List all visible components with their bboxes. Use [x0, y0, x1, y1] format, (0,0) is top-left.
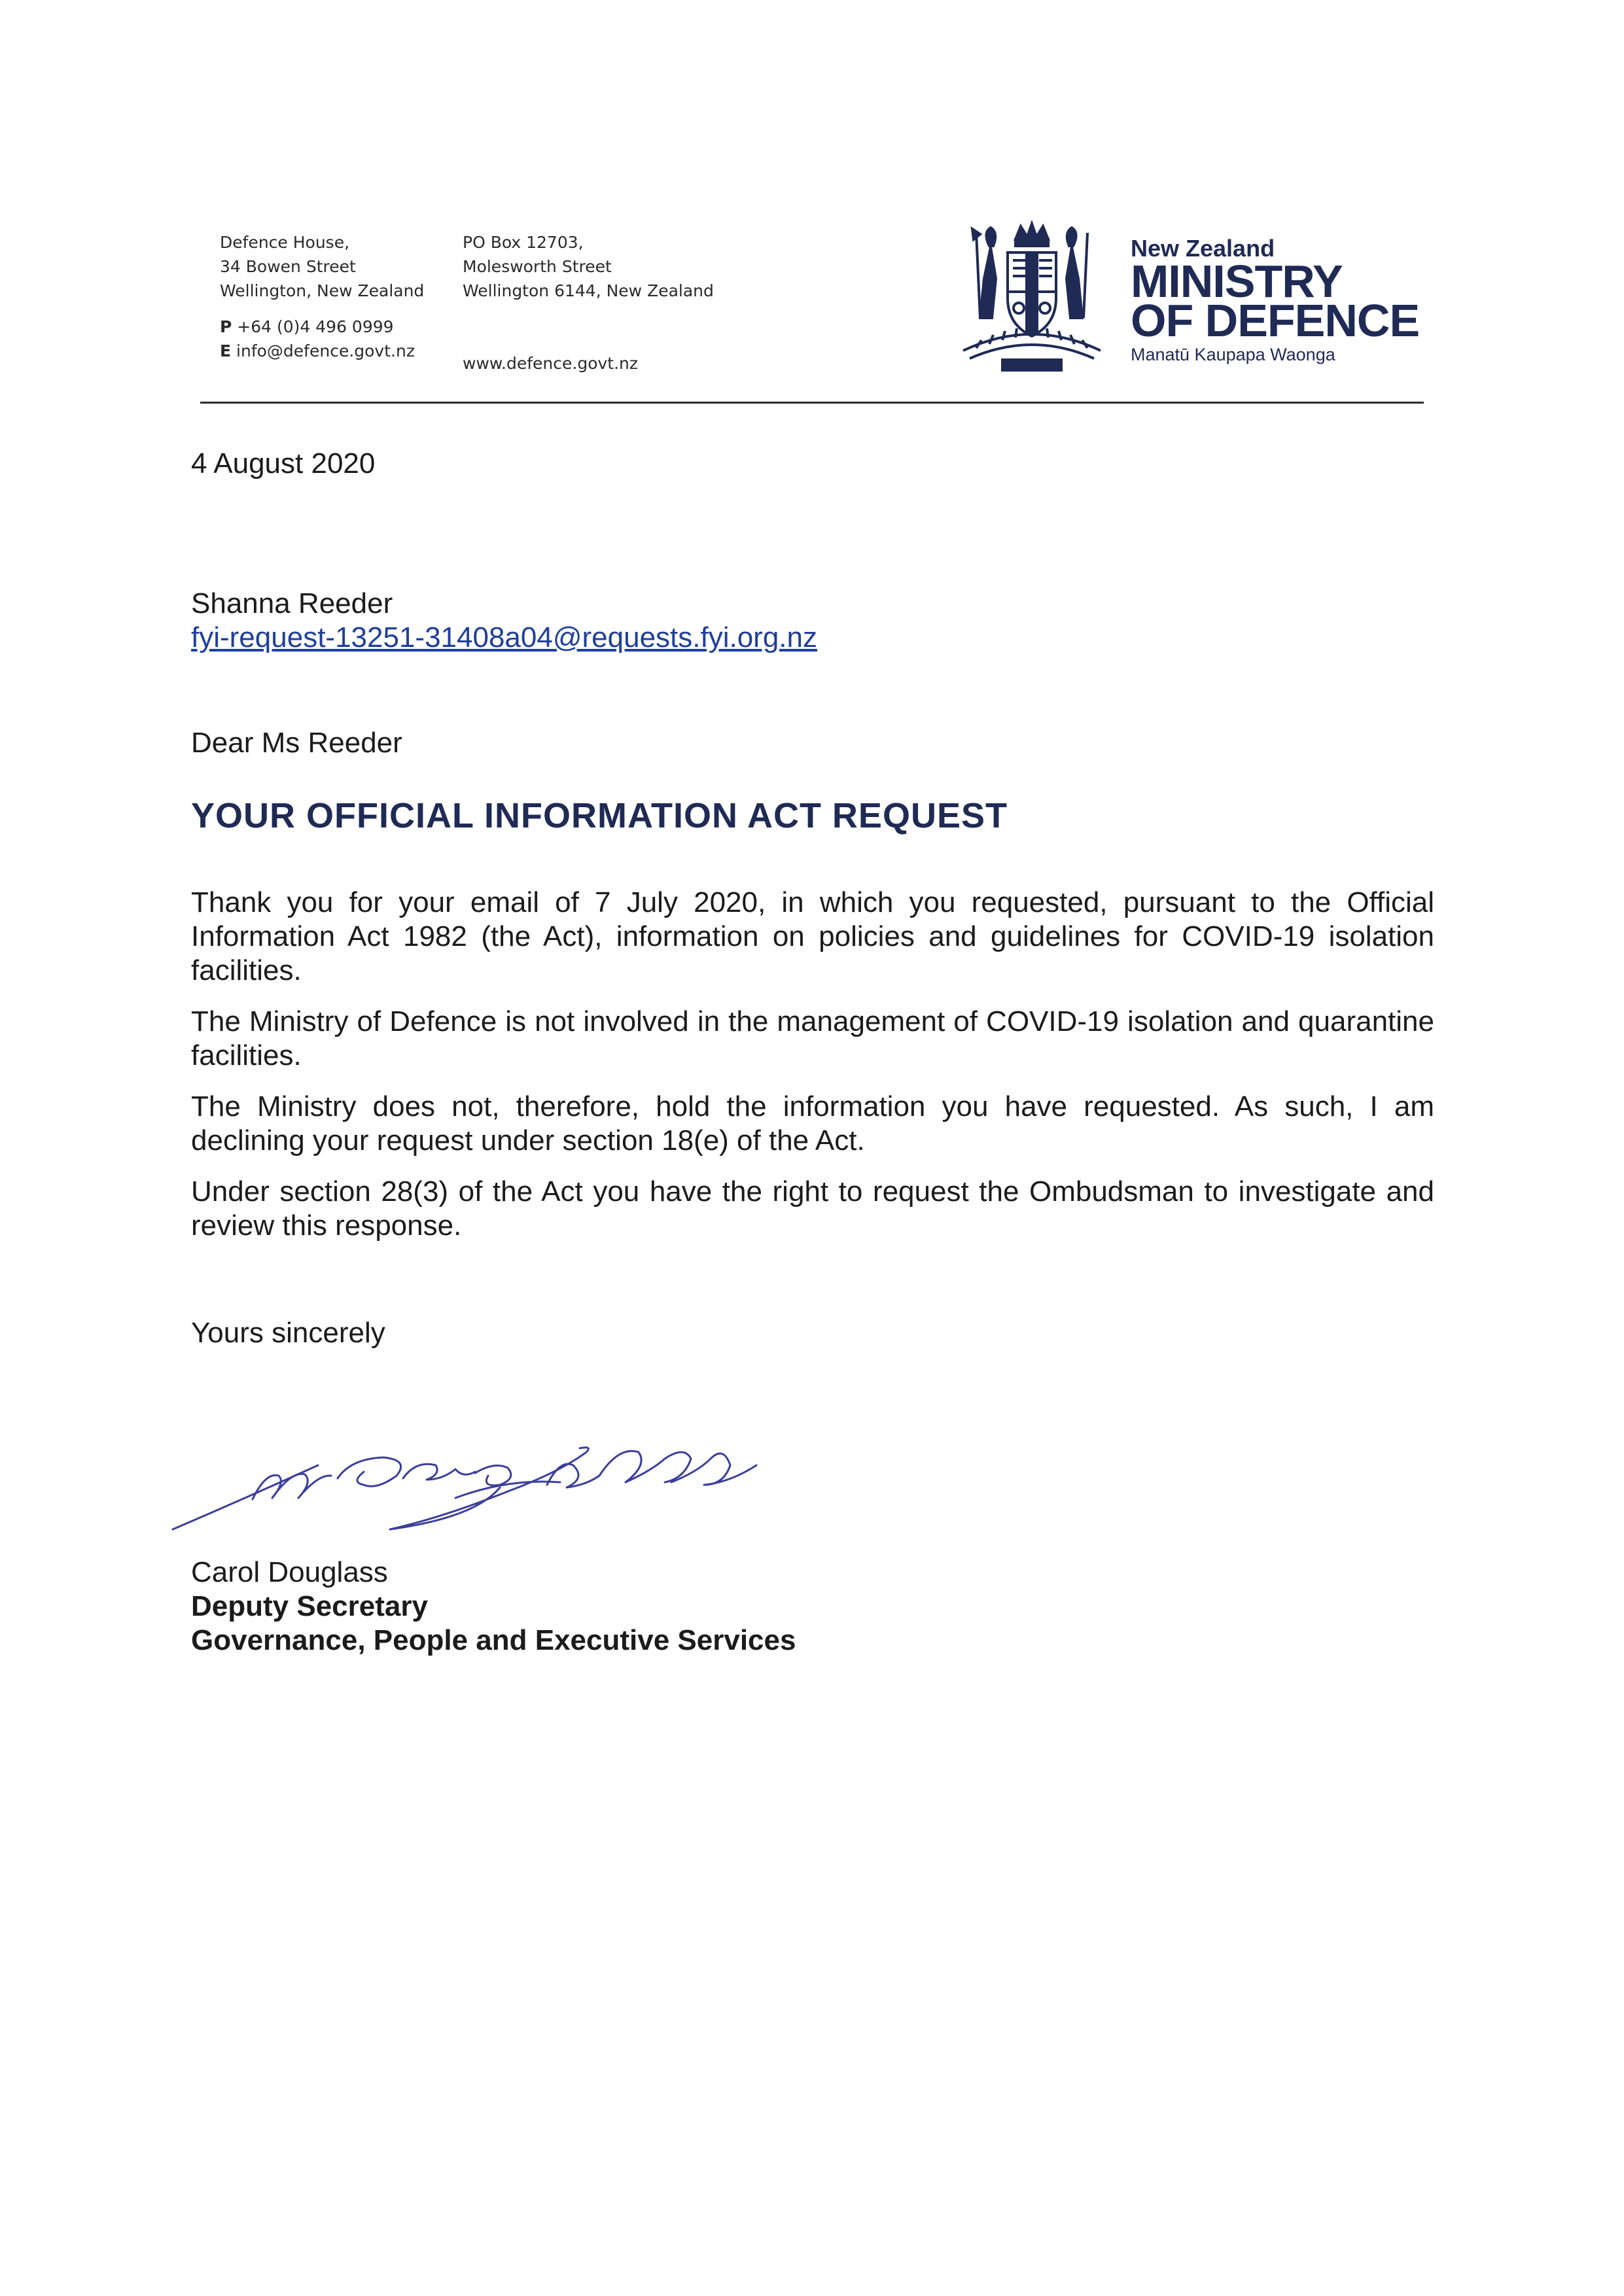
postal-address-block [463, 230, 714, 373]
letterhead-divider [200, 402, 1424, 404]
phone-number: +64 (0)4 496 0999 [237, 317, 394, 336]
email-line [220, 339, 424, 363]
letter-body [191, 886, 1434, 1260]
signatory-name: Carol Douglass [191, 1556, 388, 1588]
body-paragraph: The Ministry does not, therefore, hold the information you have requested. As such, I am declining your request under section 18(e) of the Act. [191, 1090, 1434, 1157]
nz-coat-of-arms-icon [950, 220, 1114, 377]
postal-line: PO Box 12703, [463, 233, 584, 252]
letter-date: 4 August 2020 [191, 447, 376, 479]
brand-line-ministry: MINISTRY [1131, 256, 1343, 307]
closing: Yours sincerely [191, 1317, 385, 1349]
postal-line: Wellington 6144, New Zealand [463, 281, 714, 300]
recipient-email-link[interactable]: fyi-request-13251-31408a04@requests.fyi.org.nz [191, 621, 817, 653]
signatory-department: Governance, People and Executive Services [191, 1624, 796, 1656]
email-label: E [220, 341, 232, 360]
signatory-title: Deputy Secretary [191, 1590, 428, 1622]
body-paragraph: Thank you for your email of 7 July 2020, in which you requested, pursuant to the Official Information Act 1982 (the Act), information on policies and guidelines for COVID-19 isolation facilities. [191, 886, 1434, 986]
brand-line-of-defence: OF DEFENCE [1131, 295, 1420, 346]
postal-line: Molesworth Street [463, 257, 612, 276]
address-line: 34 Bowen Street [220, 257, 356, 276]
brand-country: New Zealand [1131, 235, 1275, 262]
body-paragraph: The Ministry of Defence is not involved in the management of COVID-19 isolation and quarantine facilities. [191, 1005, 1434, 1071]
salutation: Dear Ms Reeder [191, 727, 402, 759]
website-url: www.defence.govt.nz [463, 354, 639, 373]
phone-line [220, 315, 424, 339]
body-paragraph: Under section 28(3) of the Act you have the right to request the Ombudsman to investigate and review this response. [191, 1175, 1434, 1242]
letter-heading: YOUR OFFICIAL INFORMATION ACT REQUEST [191, 796, 1008, 835]
handwritten-signature [168, 1419, 861, 1537]
phone-label: P [220, 317, 232, 336]
address-line: Wellington, New Zealand [220, 281, 425, 300]
email-address: info@defence.govt.nz [236, 341, 415, 360]
recipient-name: Shanna Reeder [191, 587, 393, 619]
brand-maori-name: Manatū Kaupapa Waonga [1131, 345, 1335, 364]
address-line: Defence House, [220, 233, 350, 252]
street-address-block [220, 230, 424, 363]
ministry-wordmark [1131, 235, 1419, 366]
